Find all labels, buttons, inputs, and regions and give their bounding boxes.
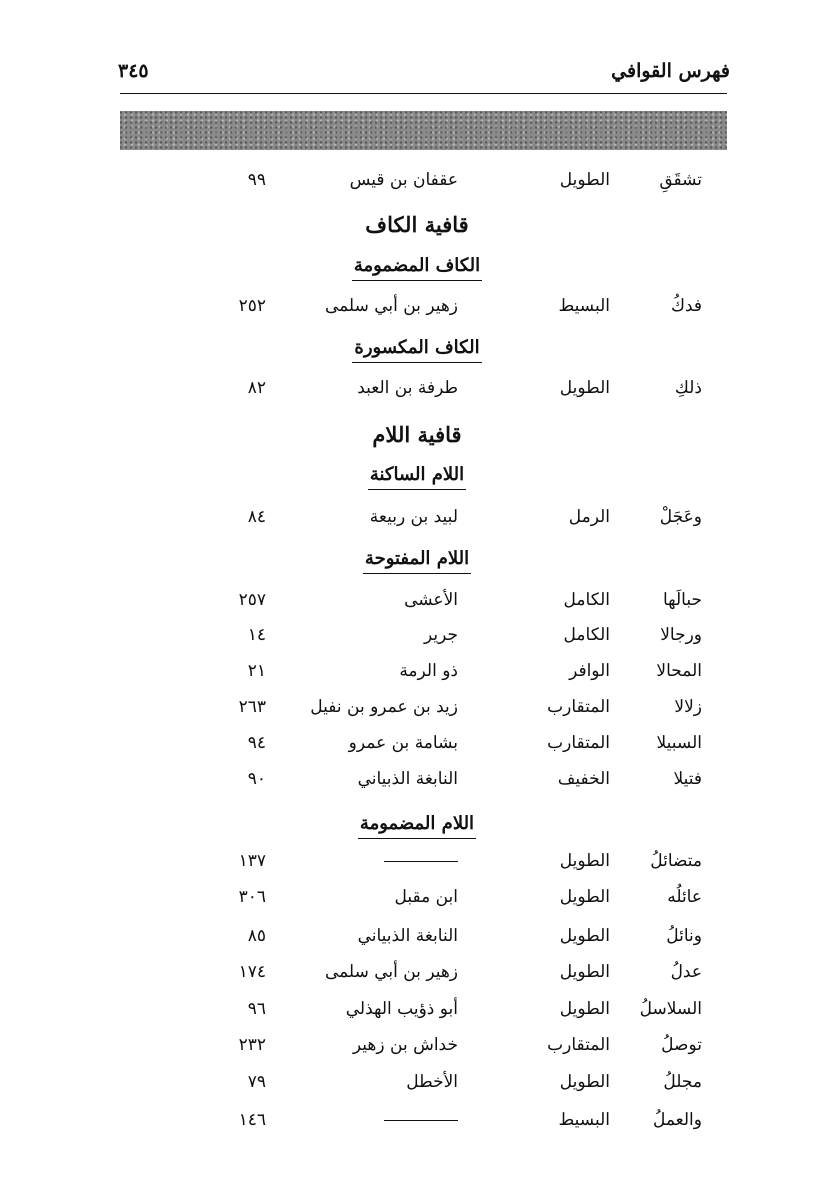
- meter: الطويل: [559, 887, 610, 907]
- page-ref: ٨٤: [247, 507, 266, 527]
- index-row: [0, 1105, 834, 1135]
- page-ref: ٨٢: [247, 378, 266, 398]
- poet: زهير بن أبي سلمى: [324, 962, 458, 982]
- rhyme-word: مجللُ: [663, 1072, 702, 1092]
- rhyme-word: حبالَها: [662, 590, 702, 610]
- unknown-poet-rule: [384, 1120, 458, 1121]
- poet: عقفان بن قيس: [349, 170, 458, 190]
- subsection-heading: [0, 334, 834, 366]
- subsection-heading: [0, 545, 834, 577]
- subsection-label: الكاف المكسورة: [352, 334, 481, 363]
- index-row: [0, 846, 834, 876]
- poet: جرير: [424, 625, 458, 645]
- poet: طرفة بن العبد: [357, 378, 458, 398]
- poet: لبيد بن ربيعة: [369, 507, 458, 527]
- page-ref: ٧٩: [247, 1072, 266, 1092]
- meter: الطويل: [559, 170, 610, 190]
- subsection-label: اللام المفتوحة: [363, 545, 471, 574]
- meter: الطويل: [559, 926, 610, 946]
- meter: الطويل: [559, 1072, 610, 1092]
- rhyme-word: فدكُ: [670, 296, 702, 316]
- rhyme-word: والعملُ: [652, 1110, 702, 1130]
- poet: ذو الرمة: [399, 661, 458, 681]
- poet: زيد بن عمرو بن نفيل: [310, 697, 458, 717]
- index-row: [0, 373, 834, 403]
- page-ref: ٢١: [247, 661, 266, 681]
- rhyme-word: ذلكِ: [674, 378, 702, 398]
- index-row: [0, 1067, 834, 1097]
- index-row: [0, 957, 834, 987]
- meter: البسيط: [558, 1110, 610, 1130]
- page-ref: ٩٤: [247, 733, 266, 753]
- meter: الطويل: [559, 378, 610, 398]
- running-title: فهرس القوافي: [611, 60, 730, 82]
- page-ref: ١٧٤: [238, 962, 266, 982]
- page-ref: ٣٠٦: [238, 887, 266, 907]
- page-ref: ١٤: [247, 625, 266, 645]
- index-row: [0, 502, 834, 532]
- subsection-heading: [0, 810, 834, 842]
- page-ref: ٢٥٧: [238, 590, 266, 610]
- poet: بشامة بن عمرو: [348, 733, 458, 753]
- rhyme-word: فتيلا: [673, 769, 702, 789]
- page-ref: ٩٩: [247, 170, 266, 190]
- section-heading: قافية اللام: [372, 422, 462, 447]
- subsection-label: اللام الساكنة: [368, 461, 466, 490]
- subsection-heading: [0, 252, 834, 284]
- header-rule: [120, 93, 727, 94]
- poet: الأخطل: [406, 1072, 458, 1092]
- meter: الطويل: [559, 999, 610, 1019]
- rhyme-word: تشقَقِ: [659, 170, 702, 190]
- meter: المتقارب: [547, 697, 610, 717]
- rhyme-word: المحالا: [656, 661, 702, 681]
- meter: الكامل: [563, 625, 610, 645]
- rhyme-word: متضائلُ: [650, 851, 702, 871]
- meter: الوافر: [569, 661, 610, 681]
- poet: أبو ذؤيب الهذلي: [345, 999, 458, 1019]
- meter: المتقارب: [547, 1035, 610, 1055]
- index-row: [0, 764, 834, 794]
- page-ref: ٩٦: [247, 999, 266, 1019]
- index-row: [0, 882, 834, 912]
- subsection-label: اللام المضمومة: [358, 810, 476, 839]
- poet: خداش بن زهير: [352, 1035, 458, 1055]
- index-row: [0, 165, 834, 195]
- meter: الطويل: [559, 851, 610, 871]
- index-row: [0, 921, 834, 951]
- meter: البسيط: [558, 296, 610, 316]
- rhyme-word: السلاسلُ: [639, 999, 702, 1019]
- meter: الرمل: [568, 507, 610, 527]
- index-row: [0, 994, 834, 1024]
- index-row: [0, 585, 834, 615]
- rhyme-word: ورجالا: [660, 625, 702, 645]
- rhyme-word: عدلُ: [670, 962, 702, 982]
- page-ref: ٢٣٢: [238, 1035, 266, 1055]
- meter: المتقارب: [547, 733, 610, 753]
- index-row: [0, 728, 834, 758]
- index-row: [0, 620, 834, 650]
- index-row: [0, 1030, 834, 1060]
- rhyme-word: وعَجَلْ: [659, 507, 702, 527]
- page-ref: ٢٦٣: [238, 697, 266, 717]
- meter: الكامل: [563, 590, 610, 610]
- poet: النابغة الذبياني: [357, 926, 458, 946]
- index-row: [0, 656, 834, 686]
- poet: الأعشى: [404, 590, 458, 610]
- section-heading: قافية الكاف: [365, 212, 469, 237]
- poet: ابن مقبل: [394, 887, 458, 907]
- page-ref: ١٤٦: [238, 1110, 266, 1130]
- rhyme-word: زلالا: [674, 697, 702, 717]
- page-ref: ٢٥٢: [238, 296, 266, 316]
- shaded-header-band: [120, 111, 727, 150]
- index-row: [0, 291, 834, 321]
- subsection-label: الكاف المضمومة: [352, 252, 482, 281]
- poet: زهير بن أبي سلمى: [324, 296, 458, 316]
- unknown-poet-rule: [384, 861, 458, 862]
- page-ref: ٩٠: [247, 769, 266, 789]
- rhyme-word: ونائلُ: [666, 926, 702, 946]
- index-row: [0, 692, 834, 722]
- subsection-heading: [0, 461, 834, 493]
- rhyme-word: السبيلا: [656, 733, 702, 753]
- meter: الطويل: [559, 962, 610, 982]
- meter: الخفيف: [557, 769, 610, 789]
- page-number: ٣٤٥: [118, 60, 149, 82]
- rhyme-word: توصلُ: [661, 1035, 702, 1055]
- page-ref: ١٣٧: [238, 851, 266, 871]
- rhyme-word: عائلُه: [667, 887, 702, 907]
- page-ref: ٨٥: [247, 926, 266, 946]
- poet: النابغة الذبياني: [357, 769, 458, 789]
